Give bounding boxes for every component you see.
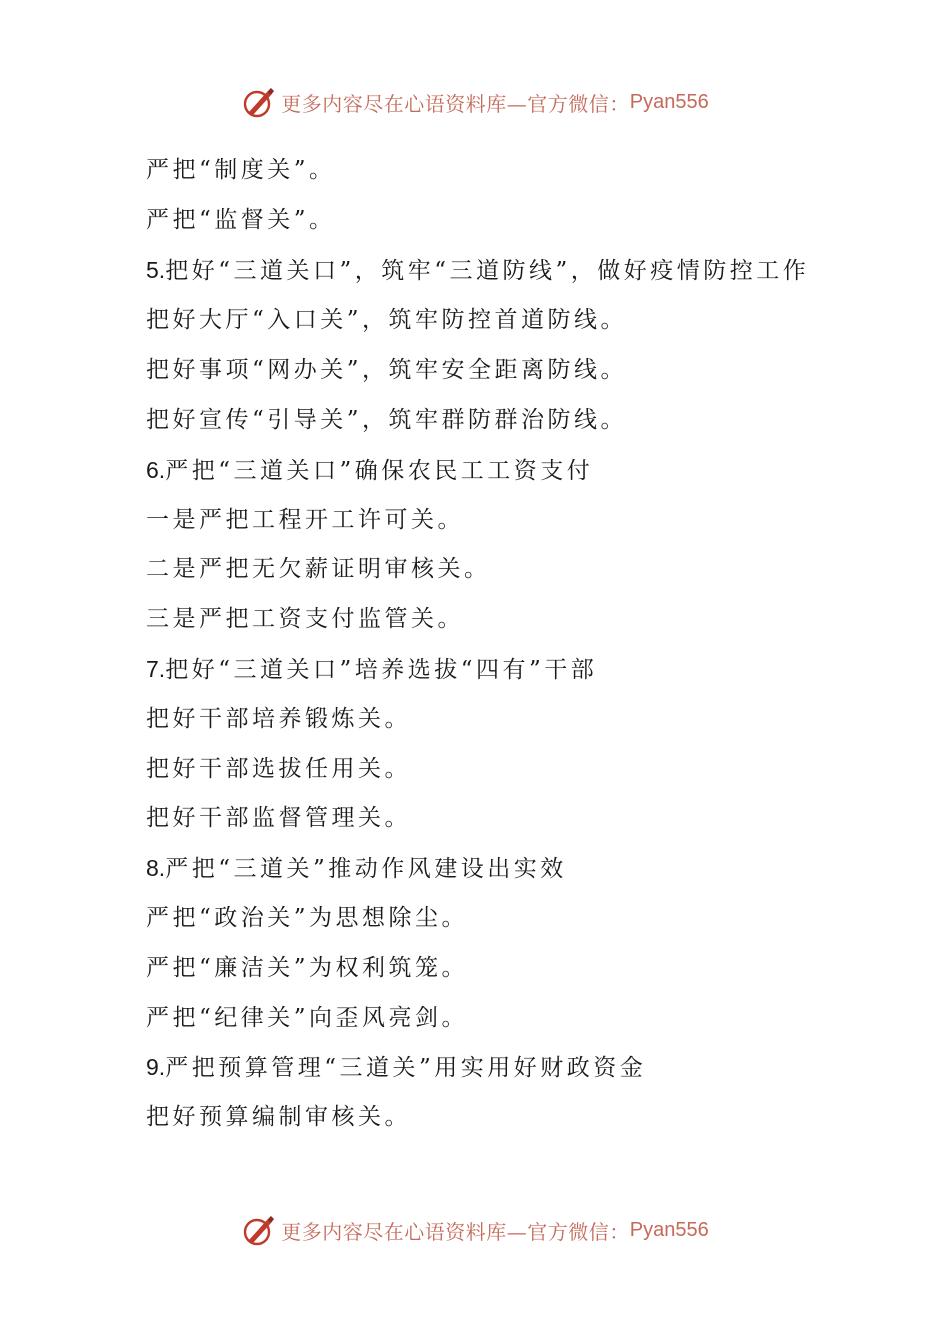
banner-handle: Pyan556	[629, 1218, 709, 1241]
section-heading: 7.把好“三道关口”培养选拔“四有”干部	[146, 655, 598, 683]
text-line: 把好预算编制审核关。	[146, 1104, 411, 1131]
text-line: 严把“政治关”为思想除尘。	[146, 904, 469, 931]
banner-handle: Pyan556	[629, 90, 709, 113]
text-line: 严把“廉洁关”为权利筑笼。	[146, 954, 469, 981]
section-heading: 8.严把“三道关”推动作风建设出实效	[146, 855, 567, 883]
text-line: 严把“纪律关”向歪风亮剑。	[146, 1004, 469, 1031]
banner-text: 更多内容尽在心语资料库—官方微信：	[281, 91, 630, 116]
pen-logo-icon	[241, 1212, 277, 1248]
text-line: 把好宣传“引导关”，筑牢群防群治防线。	[146, 406, 628, 433]
text-line: 把好大厅“入口关”，筑牢防控首道防线。	[146, 307, 628, 334]
section-heading: 5.把好“三道关口”，筑牢“三道防线”，做好疫情防控工作	[146, 256, 810, 284]
text-line: 严把“制度关”。	[146, 157, 336, 183]
text-line: 严把“监督关”。	[146, 206, 336, 233]
header-banner	[0, 80, 950, 124]
banner-text: 更多内容尽在心语资料库—官方微信：	[281, 1219, 630, 1244]
section-heading: 9.严把预算管理“三道关”用实用好财政资金	[146, 1054, 647, 1082]
section-heading: 6.严把“三道关口”确保农民工工资支付	[146, 456, 594, 484]
document-body	[146, 146, 826, 1143]
text-line: 把好干部培养锻炼关。	[146, 705, 411, 732]
text-line: 把好干部选拔任用关。	[146, 755, 411, 782]
text-line: 把好事项“网办关”，筑牢安全距离防线。	[146, 357, 628, 384]
text-line: 三是严把工资支付监管关。	[146, 606, 464, 633]
text-line: 二是严把无欠薪证明审核关。	[146, 556, 491, 583]
footer-banner	[0, 1208, 950, 1252]
text-line: 一是严把工程开工许可关。	[146, 506, 464, 533]
pen-logo-icon	[241, 84, 277, 120]
text-line: 把好干部监督管理关。	[146, 805, 411, 832]
